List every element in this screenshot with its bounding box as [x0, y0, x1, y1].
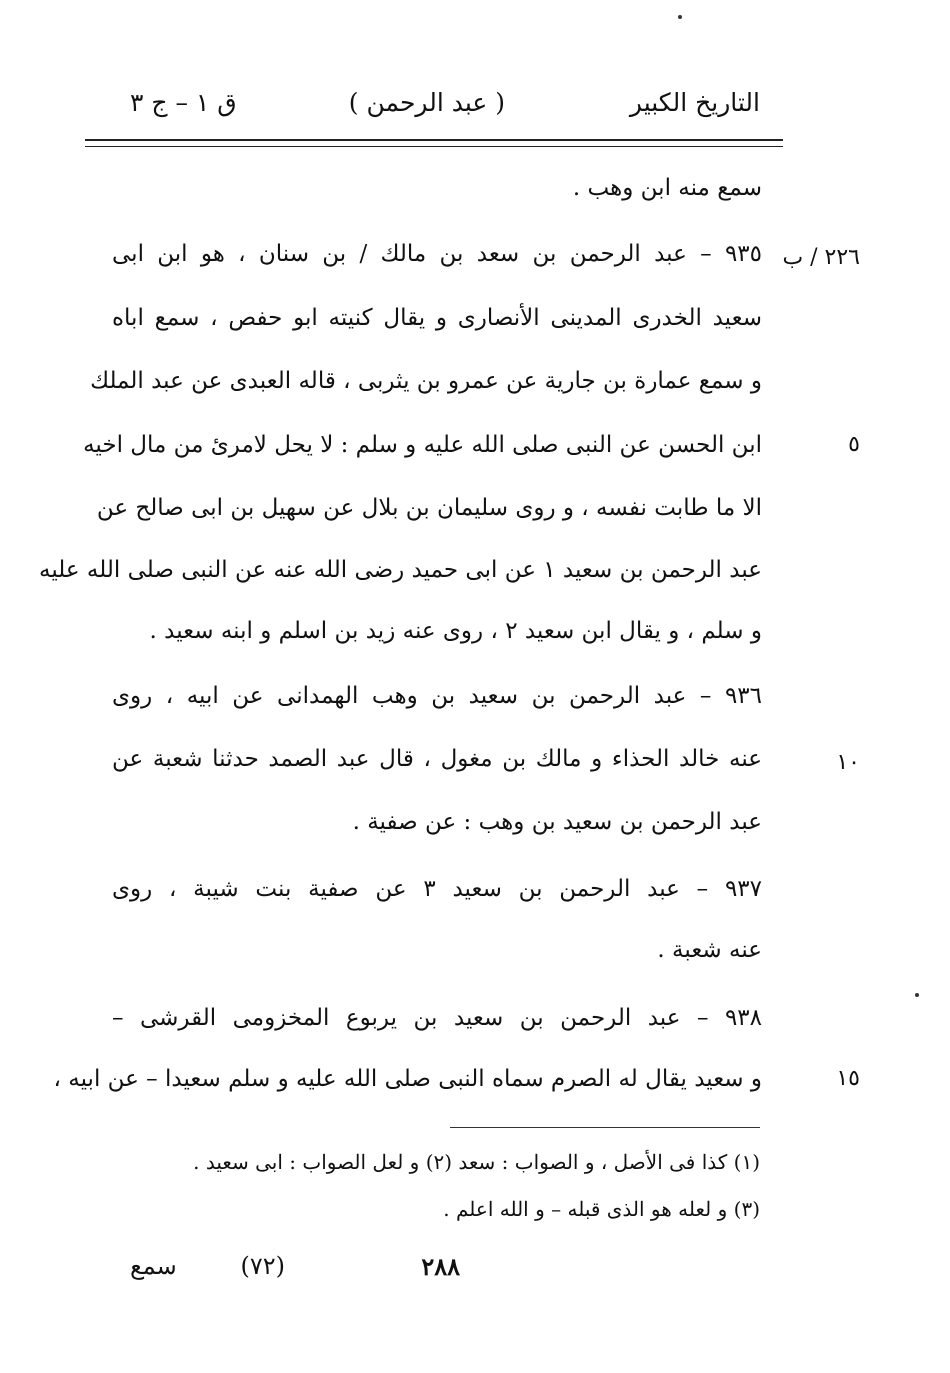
entry-line-935: ٩٣٥ – عبد الرحمن بن سعد بن مالك / بن سنان ، هو ابن ابى [112, 241, 762, 267]
footnote-line: (١) كذا فى الأصل ، و الصواب : سعد (٢) و لعل الصواب : ابى سعيد . [193, 1150, 760, 1174]
line-number-5: ٥ [848, 432, 860, 457]
page-number: ٢٨٨ [421, 1252, 460, 1281]
text-line: عنه شعبة . [657, 937, 762, 963]
text-line: ابن الحسن عن النبى صلى الله عليه و سلم : لا يحل لامرئ من مال اخيه [83, 432, 762, 458]
text-line: و سمع عمارة بن جارية عن عمرو بن يثربى ، قاله العبدى عن عبد الملك [90, 368, 762, 394]
entry-line-937: ٩٣٧ – عبد الرحمن بن سعيد ٣ عن صفية بنت شيبة ، روى [112, 876, 762, 902]
folio-marker: ٢٢٦ / ب [782, 245, 860, 270]
text-line: و سعيد يقال له الصرم سماه النبى صلى الله عليه و سلم سعيدا – عن ابيه ، [53, 1066, 762, 1092]
text-line: الا ما طابت نفسه ، و روى سليمان بن بلال عن سهيل بن ابى صالح عن [96, 495, 762, 521]
text-line: عبد الرحمن بن سعيد ١ عن ابى حميد رضى الله عنه عن النبى صلى الله عليه [39, 557, 762, 583]
footnote-line: (٣) و لعله هو الذى قبله – و الله اعلم . [443, 1197, 760, 1221]
volume-part: ق ١ – ج ٣ [130, 88, 237, 117]
sheet-number: (٧٢) [240, 1252, 285, 1280]
section-name: ( عبد الرحمن ) [348, 88, 505, 117]
header-rule-thick [85, 139, 783, 141]
text-line: و سلم ، و يقال ابن سعيد ٢ ، روى عنه زيد بن اسلم و ابنه سعيد . [149, 618, 762, 644]
text-line: عبد الرحمن بن سعيد بن وهب : عن صفية . [352, 809, 762, 835]
scan-speck [678, 15, 682, 19]
text-line: عنه خالد الحذاء و مالك بن مغول ، قال عبد الصمد حدثنا شعبة عن [112, 746, 762, 772]
text-line: سعيد الخدرى المدينى الأنصارى و يقال كنيته ابو حفص ، سمع اباه [112, 305, 762, 331]
text-line: سمع منه ابن وهب . [572, 175, 762, 201]
line-number-10: ١٠ [836, 750, 860, 775]
line-number-15: ١٥ [836, 1066, 860, 1091]
entry-line-936: ٩٣٦ – عبد الرحمن بن سعيد بن وهب الهمدانى عن ابيه ، روى [112, 683, 762, 709]
header-rule-thin [85, 146, 783, 147]
catchword: سمع [130, 1252, 177, 1280]
scan-speck [915, 993, 919, 997]
page-footer [120, 1252, 460, 1292]
book-title: التاريخ الكبير [629, 88, 760, 117]
footnote-rule [450, 1127, 760, 1128]
running-header [110, 82, 760, 132]
entry-line-938: ٩٣٨ – عبد الرحمن بن سعيد بن يربوع المخزومى القرشى – [112, 1005, 762, 1031]
